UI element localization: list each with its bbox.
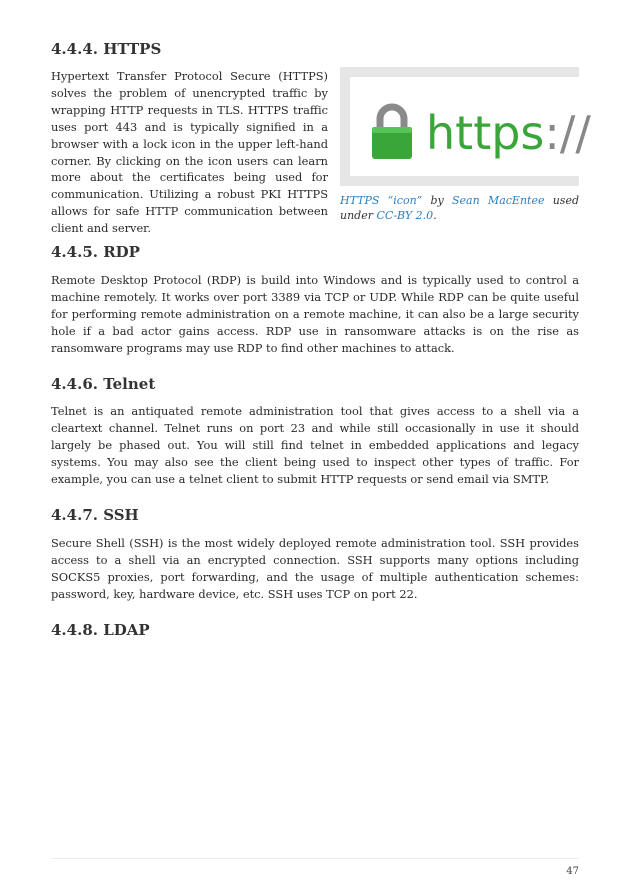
section-heading-https: 4.4.4. HTTPS (51, 40, 162, 58)
section-heading-ssh: 4.4.7. SSH (51, 506, 139, 524)
caption-link-title[interactable]: HTTPS “icon” (340, 194, 423, 207)
figure-caption: HTTPS “icon” by Sean MacEntee used under CC-BY 2.0. (340, 194, 579, 222)
page-number: 47 (566, 866, 579, 877)
lock-icon (370, 101, 414, 161)
section-body-ssh: Secure Shell (SSH) is the most widely deployed remote administration tool. SSH provides access to a shell via an encrypted connection. SSH supports many options including SOCKS5 proxies, port forwarding, and the usage of multiple authentication schemes: password, key, hardware device, etc. SSH uses TCP on port 22. (51, 536, 579, 601)
section-body-https: Hypertext Transfer Protocol Secure (HTTPS) solves the problem of unencrypted traffic by wrapping HTTP requests in TLS. HTTPS traffic uses port 443 and is typically signified in a browser with a lock icon in the upper left-hand corner. By clicking on the icon users can learn more about the certificates being used for communication. Utilizing a robust PKI HTTPS allows for safe HTTP communication between client and server. (51, 69, 328, 236)
https-figure (340, 67, 591, 223)
caption-link-license[interactable]: CC-BY 2.0 (376, 209, 434, 222)
https-figure-image (340, 67, 591, 186)
section-body-rdp: Remote Desktop Protocol (RDP) is build into Windows and is typically used to control a machine remotely. It works over port 3389 via TCP or UDP. While RDP can be quite useful for performing remote administration on a remote machine, it can also be a large security hole if a bad actor gains access. RDP use in ransomware attacks is on the rise as ransomware programs may use RDP to find other machines to attack. (51, 273, 579, 355)
section-heading-rdp: 4.4.5. RDP (51, 243, 140, 261)
section-heading-telnet: 4.4.6. Telnet (51, 375, 156, 393)
caption-link-author[interactable]: Sean MacEntee (452, 194, 545, 207)
https-url-text: https:// (426, 106, 591, 160)
footer-divider (51, 858, 579, 859)
section-body-telnet: Telnet is an antiquated remote administration tool that gives access to a shell via a cleartext channel. Telnet runs on port 23 and while still occasionally in use it should largely be phased out. You will still find telnet in embedded applications and legacy systems. You may also see the client being used to inspect other types of traffic. For example, you can use a telnet client to submit HTTP requests or send email via SMTP. (51, 404, 579, 486)
section-heading-ldap: 4.4.8. LDAP (51, 621, 150, 639)
